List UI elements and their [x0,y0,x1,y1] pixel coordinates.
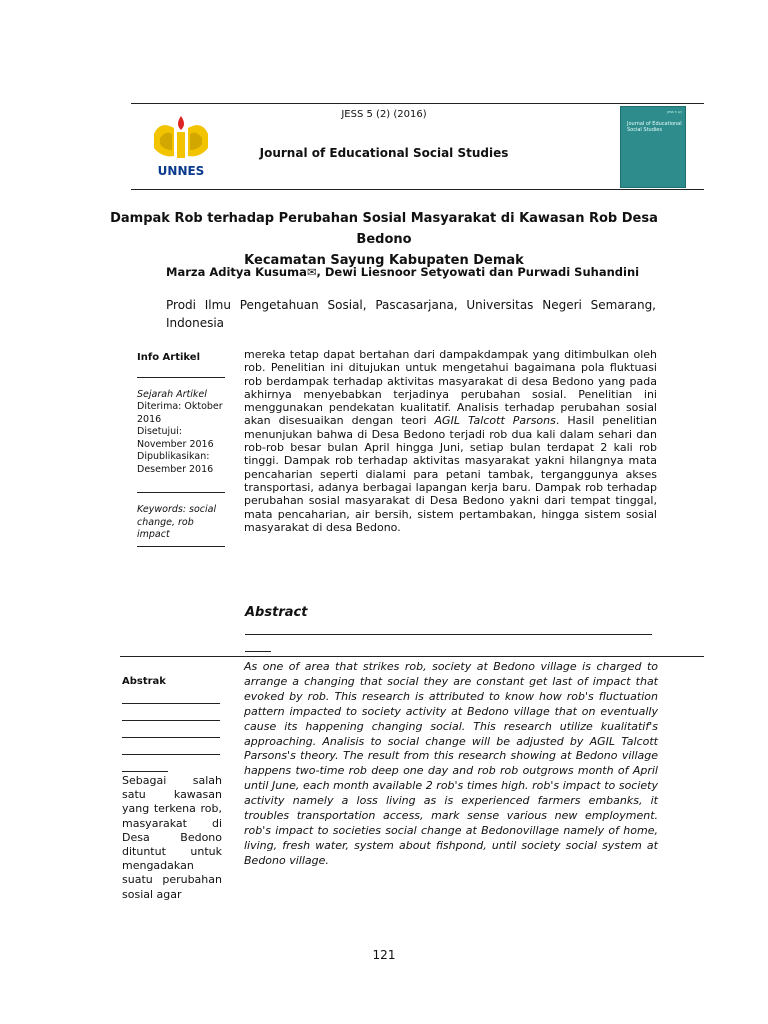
abstract-underline-short [245,651,271,652]
article-info [137,352,225,549]
affiliation: Prodi Ilmu Pengetahuan Sosial, Pascasarjana, Universitas Negeri Semarang, Indonesia [166,298,656,330]
header-top-rule [131,103,704,104]
section-divider [120,656,704,657]
abstrak-side-heading: Abstrak [122,676,166,687]
logo-text: UNNES [157,164,205,178]
article-title [100,208,668,271]
abstract-body: As one of area that strikes rob, society at Bedono village is charged to arrange a changing that social they are constant get last of impact that evoked by rob. This research is attributed to know how rob's fluctuation pattern impacted to society activity at Bedono village that on eventually cause its happening changing social. This research utilize kualitatif's approaching. Analisis to social change will be adjusted by AGIL Talcott Parsons's theory. The result from this research showing at Bedono village happens two-time rob deep one day and rob rob outgrows month of April until June, each month available 2 rob's times high. rob's impact to society activity namely a loss living as is experienced farmers embanks, it troubles transportation access, mark sense various new employment. rob's impact to societies social change at Bedonovillage namely of home, living, fresh water, system about fishpond, until society social system at Bedono village. [244,660,658,867]
journal-name: Journal of Educational Social Studies [259,146,509,160]
abstrak-body: mereka tetap dapat bertahan dari dampakdampak yang ditimbulkan oleh rob. Penelitian ini ditujukan untuk mengetahui bagaimana pola fluktuasi rob berdampak terhadap aktivitas masyarakat di desa Bedono yang pada akhirnya menyebabkan terjadinya perubahan sosial. Penelitian ini menggunakan pendekatan kualitatif. Analisis terhadap perubahan sosial akan disesuaikan dengan teori AGIL Talcott Parsons. Hasil penelitian menunjukan bahwa di Desa Bedono terjadi rob dua kali dalam sehari dan rob-rob besar bulan April hingga Juni, setiap bulan terdapat 2 kali rob tinggi. Dampak rob terhadap aktivitas masyarakat yakni hilangnya mata pencaharian seperti dialami para petani tambak, terganggunya akses transportasi, adanya berbagai lapangan kerja baru. Dampak rob terhadap perubahan sosial masyarakat di Desa Bedono yakni dari tempat tinggal, mata pencaharian, air bersih, sistem pertambakan, hingga sistem sosial masyarakat di desa Bedono. [244,348,657,534]
abstract-underline [245,634,652,635]
abstrak-side-rule-4 [122,754,220,755]
received-date: Diterima: Oktober 2016 [137,401,223,425]
title-line-1: Dampak Rob terhadap Perubahan Sosial Masyarakat di Kawasan Rob Desa Bedono [110,211,658,247]
page-number: 121 [372,948,396,962]
title-line-2: Kecamatan Sayung Kabupaten Demak [244,253,524,268]
abstract-heading: Abstract [245,605,308,620]
published-date: Dipublikasikan: Desember 2016 [137,451,214,475]
journal-reference: JESS 5 (2) (2016) [341,109,427,120]
journal-cover-thumbnail [620,106,686,188]
cover-title: Journal of Educational Social Studies [627,121,682,133]
info-heading: Info Artikel [137,352,201,363]
cover-tag: JESS 5 (2) [667,110,682,114]
authors: Marza Aditya Kusuma✉, Dewi Liesnoor Setyowati dan Purwadi Suhandini [166,265,640,279]
abstrak-side-rule-2 [122,720,220,721]
history-label: Sejarah Artikel [137,388,207,400]
header-bottom-rule [131,189,704,190]
accepted-date: Disetujui: November 2016 [137,426,214,450]
theory-name: AGIL Talcott Parsons [434,414,556,428]
abstrak-side-rule-3 [122,737,220,738]
abstrak-side-rule-5 [122,771,168,772]
abstrak-side-text: Sebagai salah satu kawasan yang terkena rob, masyarakat di Desa Bedono dituntut untuk mengadakan suatu perubahan sosial agar [122,774,222,901]
keywords: Keywords: social change, rob impact [137,504,217,540]
abstrak-side-rule-1 [122,703,220,704]
